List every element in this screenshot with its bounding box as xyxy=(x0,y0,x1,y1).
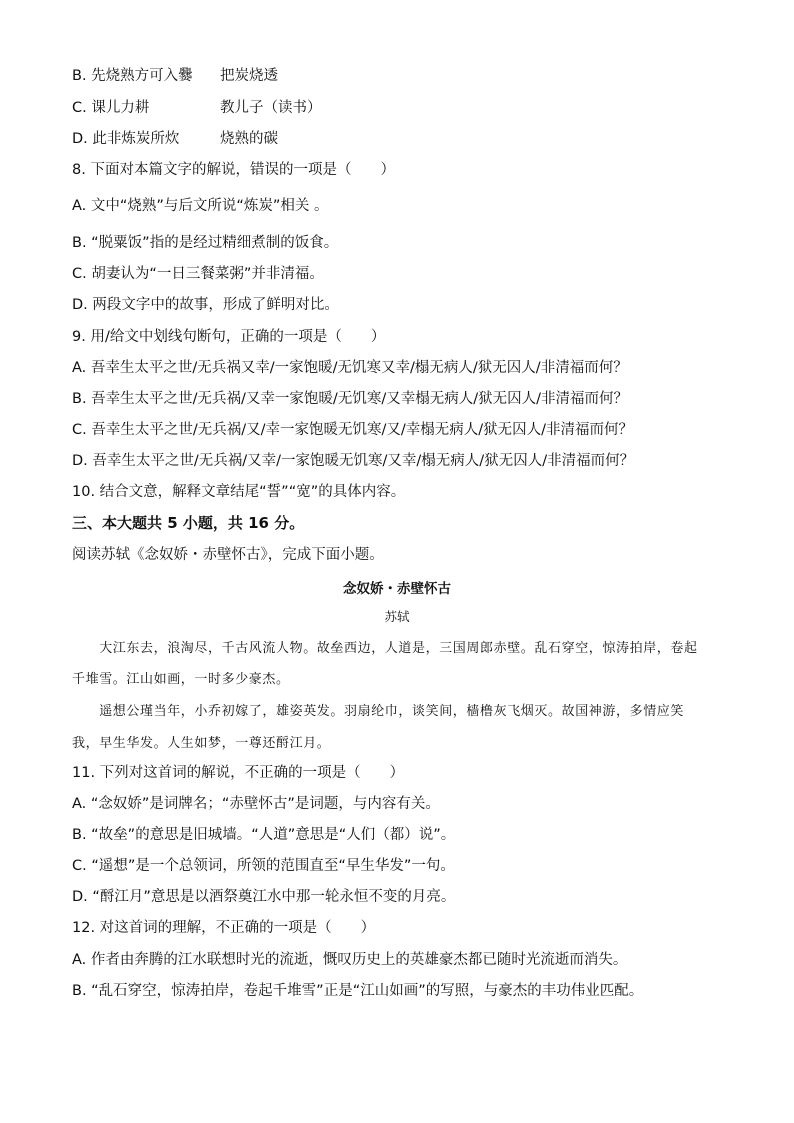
q9-option-b: B. 吾幸生太平之世/无兵祸/又幸一家饱暖/无饥寒/又幸榻无病人/狱无囚人/非清福而何？ xyxy=(72,391,628,407)
option-text: B. 先烧熟方可入爨 xyxy=(72,68,193,84)
option-gloss: 把炭烧透 xyxy=(220,68,278,84)
q12-option-b: B. “乱石穿空，惊涛拍岸，卷起千堆雪”正是“江山如画”的写照，与豪杰的丰功伟业匹配。 xyxy=(72,983,644,999)
section-heading: 三、本大题共 5 小题，共 16 分。 xyxy=(72,514,305,532)
section-intro: 阅读苏轼《念奴娇・赤壁怀古》，完成下面小题。 xyxy=(72,547,384,563)
q11-option-b: B. “故垒”的意思是旧城墙。“人道”意思是“人们（都）说”。 xyxy=(72,827,456,843)
q8-stem: 8. 下面对本篇文字的解说，错误的一项是（ ） xyxy=(72,162,395,178)
option-gloss: 烧熟的碳 xyxy=(220,131,278,147)
poem-line: 我，早生华发。人生如梦，一尊还酹江月。 xyxy=(72,736,331,751)
q11-option-a: A. “念奴娇”是词牌名；“赤壁怀古”是词题，与内容有关。 xyxy=(72,796,440,812)
option-text: D. 此非炼炭所炊 xyxy=(72,131,180,147)
q12-stem: 12. 对这首词的理解，不正确的一项是（ ） xyxy=(72,920,376,936)
option-gloss: 教儿子（读书） xyxy=(220,100,322,116)
q8-option-d: D. 两段文字中的故事，形成了鲜明对比。 xyxy=(72,297,339,313)
poem-title: 念奴娇・赤壁怀古 xyxy=(343,581,451,597)
poem-line: 遥想公瑾当年，小乔初嫁了，雄姿英发。羽扇纶巾，谈笑间，樯橹灰飞烟灭。故国神游，多情应笑 xyxy=(72,704,685,719)
q9-option-a: A. 吾幸生太平之世/无兵祸又幸/一家饱暖/无饥寒又幸/榻无病人/狱无囚人/非清福而何？ xyxy=(72,360,628,376)
q10-stem: 10. 结合文意，解释文章结尾“誓”“宽”的具体内容。 xyxy=(72,484,406,500)
q8-option-b: B. “脱粟饭”指的是经过精细煮制的饭食。 xyxy=(72,235,339,251)
q11-option-d: D. “酹江月”意思是以酒祭奠江水中那一轮永恒不变的月亮。 xyxy=(72,889,456,905)
q7-option-b xyxy=(72,66,278,86)
option-text: C. 课儿力耕 xyxy=(72,100,150,116)
poem-line: 大江东去，浪淘尽，千古风流人物。故垒西边，人道是，三国周郎赤壁。乱石穿空，惊涛拍岸，卷起 xyxy=(72,641,698,656)
q9-option-d: D. 吾幸生太平之世/无兵祸/又幸/一家饱暖无饥寒/又幸/榻无病人/狱无囚人/非清福而何？ xyxy=(72,453,635,469)
q11-option-c: C. “遥想”是一个总领词，所领的范围直至“早生华发”一句。 xyxy=(72,858,455,874)
poem-author: 苏轼 xyxy=(384,609,410,624)
q7-option-d xyxy=(72,129,278,149)
q11-stem: 11. 下列对这首词的解说，不正确的一项是（ ） xyxy=(72,765,405,781)
q9-stem: 9. 用/给文中划线句断句，正确的一项是（ ） xyxy=(72,329,386,345)
q8-option-a: A. 文中“烧熟”与后文所说“炼炭”相关 。 xyxy=(72,198,329,214)
poem-line: 千堆雪。江山如画，一时多少豪杰。 xyxy=(72,672,290,687)
q12-option-a: A. 作者由奔腾的江水联想时光的流逝，慨叹历史上的英雄豪杰都已随时光流逝而消失。 xyxy=(72,952,628,968)
q7-option-c xyxy=(72,98,322,118)
q8-option-c: C. 胡妻认为“一日三餐菜粥”并非清福。 xyxy=(72,266,324,282)
q9-option-c: C. 吾幸生太平之世/无兵祸/又/幸一家饱暖无饥寒/又/幸榻无病人/狱无囚人/非清福而何？ xyxy=(72,422,634,438)
